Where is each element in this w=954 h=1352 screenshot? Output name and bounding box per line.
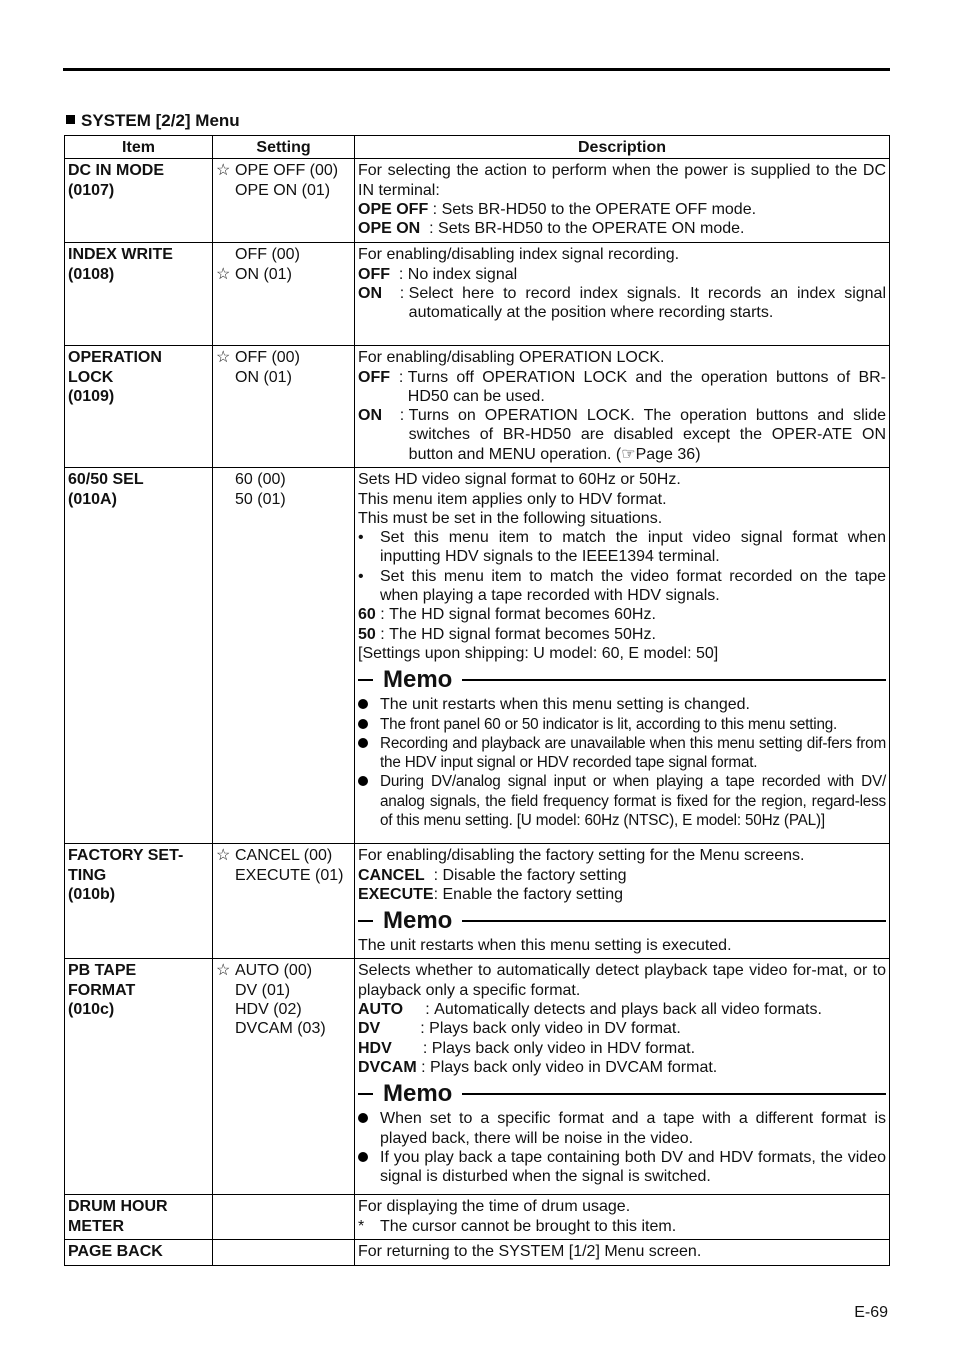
- top-rule: [63, 68, 890, 71]
- list-item: Recording and playback are unavailable when this menu setting dif-fers from the HDV input signal or HDV recorded tape signal format.: [358, 734, 886, 773]
- square-bullet-icon: [66, 115, 75, 124]
- description-cell: Sets HD video signal format to 60Hz or 50Hz. This menu item applies only to HDV format. This must be set in the following situations. • Set this menu item to match the input video signal format when inputting HDV signals to the IEEE1394 terminal. • Set this menu item to match the video format recorded on the tape when playing a tape recorded with HDV signals. 60 : The HD signal format becomes 60Hz. 50 : The HD signal format becomes 50Hz. [Settings upon shipping: U model: 60, E model: 50] Memo The unit restarts when this menu setting is changed. The front panel 60 or 50 indicator is lit, according to this menu setting. Recording and playback are unavailable when this menu setting dif-fers from the HDV input signal or HDV recorded tape signal format. During DV/analog signal input or when playing a tape recorded with DV/ analog signals, the field frequency format is fixed for the region, regard-less of this menu setting. [U model: 60Hz (NTSC), E model: 50Hz (PAL)]: [355, 468, 890, 844]
- header-description: Description: [355, 136, 890, 159]
- table-row: [65, 468, 890, 844]
- bullet-dot-icon: [358, 1152, 368, 1162]
- default-star-icon: ☆: [216, 265, 231, 283]
- bullet-dot-icon: [358, 719, 368, 729]
- list-item: The front panel 60 or 50 indicator is lit, according to this menu setting.: [358, 715, 886, 734]
- table-row: [65, 346, 890, 468]
- item-cell: DC IN MODE (0107): [65, 159, 213, 243]
- description-cell: For displaying the time of drum usage. * The cursor cannot be brought to this item.: [355, 1195, 890, 1240]
- table-row: [65, 959, 890, 1195]
- list-item: If you play back a tape containing both DV and HDV formats, the video signal is disturbed when the signal is switched.: [358, 1148, 886, 1187]
- table-row: [65, 844, 890, 959]
- item-cell: 60/50 SEL (010A): [65, 468, 213, 844]
- description-cell: Selects whether to automatically detect playback tape video for-mat, or to playback only a specific format. AUTO : Automatically detects and plays back all video formats. DV : Plays back only video in DV format. HDV : Plays back only video in HDV format. DVCAM : Plays back only video in DVCAM format. Memo When set to a specific format and a tape with a different format is played back, there will be noise in the video. If you play back a tape containing both DV and HDV formats, the video signal is disturbed when the signal is switched.: [355, 959, 890, 1195]
- bullet-dot-icon: [358, 1113, 368, 1123]
- list-item: During DV/analog signal input or when playing a tape recorded with DV/ analog signals, the field frequency format is fixed for the region, regard-less of this menu setting. [U model: 60Hz (NTSC), E model: 50Hz (PAL)]: [358, 772, 886, 830]
- setting-cell: ☆ AUTO (00) DV (01) HDV (02) DVCAM (03): [213, 959, 355, 1195]
- bullet-dot-icon: [358, 776, 368, 786]
- table-row: [65, 243, 890, 346]
- bullet-dot-icon: [358, 699, 368, 709]
- table-row: [65, 159, 890, 243]
- description-cell: For enabling/disabling the factory setting for the Menu screens. CANCEL : Disable the factory setting EXECUTE : Enable the factory setting Memo The unit restarts when this menu setting is executed.: [355, 844, 890, 959]
- header-setting: Setting: [213, 136, 355, 159]
- table-row: [65, 1195, 890, 1240]
- list-item: * The cursor cannot be brought to this item.: [358, 1217, 677, 1235]
- section-title: SYSTEM [2/2] Menu: [66, 111, 240, 131]
- page-number: E-69: [854, 1304, 888, 1321]
- memo-heading: Memo: [358, 909, 886, 933]
- system-menu-table: [64, 135, 890, 1266]
- setting-cell: ☆ CANCEL (00) EXECUTE (01): [213, 844, 355, 959]
- default-star-icon: ☆: [216, 162, 231, 180]
- list-item: • Set this menu item to match the video format recorded on the tape when playing a tape recorded with HDV signals.: [358, 567, 886, 605]
- description-cell: For selecting the action to perform when the power is supplied to the DC IN terminal: OPE OFF : Sets BR-HD50 to the OPERATE OFF mode. OPE ON : Sets BR-HD50 to the OPERATE ON mode.: [355, 159, 890, 243]
- memo-heading: Memo: [358, 1082, 886, 1106]
- header-item: Item: [65, 136, 213, 159]
- item-cell: PB TAPE FORMAT (010c): [65, 959, 213, 1195]
- item-cell: DRUM HOUR METER: [65, 1195, 213, 1240]
- setting-cell: [213, 1195, 355, 1240]
- bullet-dot-icon: [358, 738, 368, 748]
- item-cell: INDEX WRITE (0108): [65, 243, 213, 346]
- default-star-icon: ☆: [216, 847, 231, 865]
- item-cell: FACTORY SET- TING (010b): [65, 844, 213, 959]
- memo-heading: Memo: [358, 668, 886, 692]
- description-cell: For enabling/disabling index signal recording. OFF : No index signal ON : Select here to record index signals. It records an index signal automatically at the position where recording starts.: [355, 243, 890, 346]
- list-item: The unit restarts when this menu setting is changed.: [358, 695, 886, 714]
- table-row: [65, 1240, 890, 1266]
- list-item: When set to a specific format and a tape with a different format is played back, there will be noise in the video.: [358, 1109, 886, 1148]
- item-cell: OPERATION LOCK (0109): [65, 346, 213, 468]
- setting-cell: [213, 1240, 355, 1266]
- list-item: • Set this menu item to match the input video signal format when inputting HDV signals to the IEEE1394 terminal.: [358, 529, 886, 566]
- default-star-icon: ☆: [216, 962, 231, 980]
- setting-cell: 60 (00) 50 (01): [213, 468, 355, 844]
- description-cell: For returning to the SYSTEM [1/2] Menu screen.: [355, 1240, 890, 1266]
- table-header-row: [65, 136, 890, 159]
- description-cell: For enabling/disabling OPERATION LOCK. OFF : Turns off OPERATION LOCK and the operation buttons of BR-HD50 can be used. ON : Turns on OPERATION LOCK. The operation buttons and slide switches of BR-HD50 are disabled except the OPER-ATE ON button and MENU operation. (☞Page 36): [355, 346, 890, 468]
- item-cell: PAGE BACK: [65, 1240, 213, 1266]
- default-star-icon: ☆: [216, 349, 231, 367]
- setting-cell: ☆ OPE OFF (00) OPE ON (01): [213, 159, 355, 243]
- setting-cell: OFF (00) ☆ ON (01): [213, 243, 355, 346]
- setting-cell: ☆ OFF (00) ON (01): [213, 346, 355, 468]
